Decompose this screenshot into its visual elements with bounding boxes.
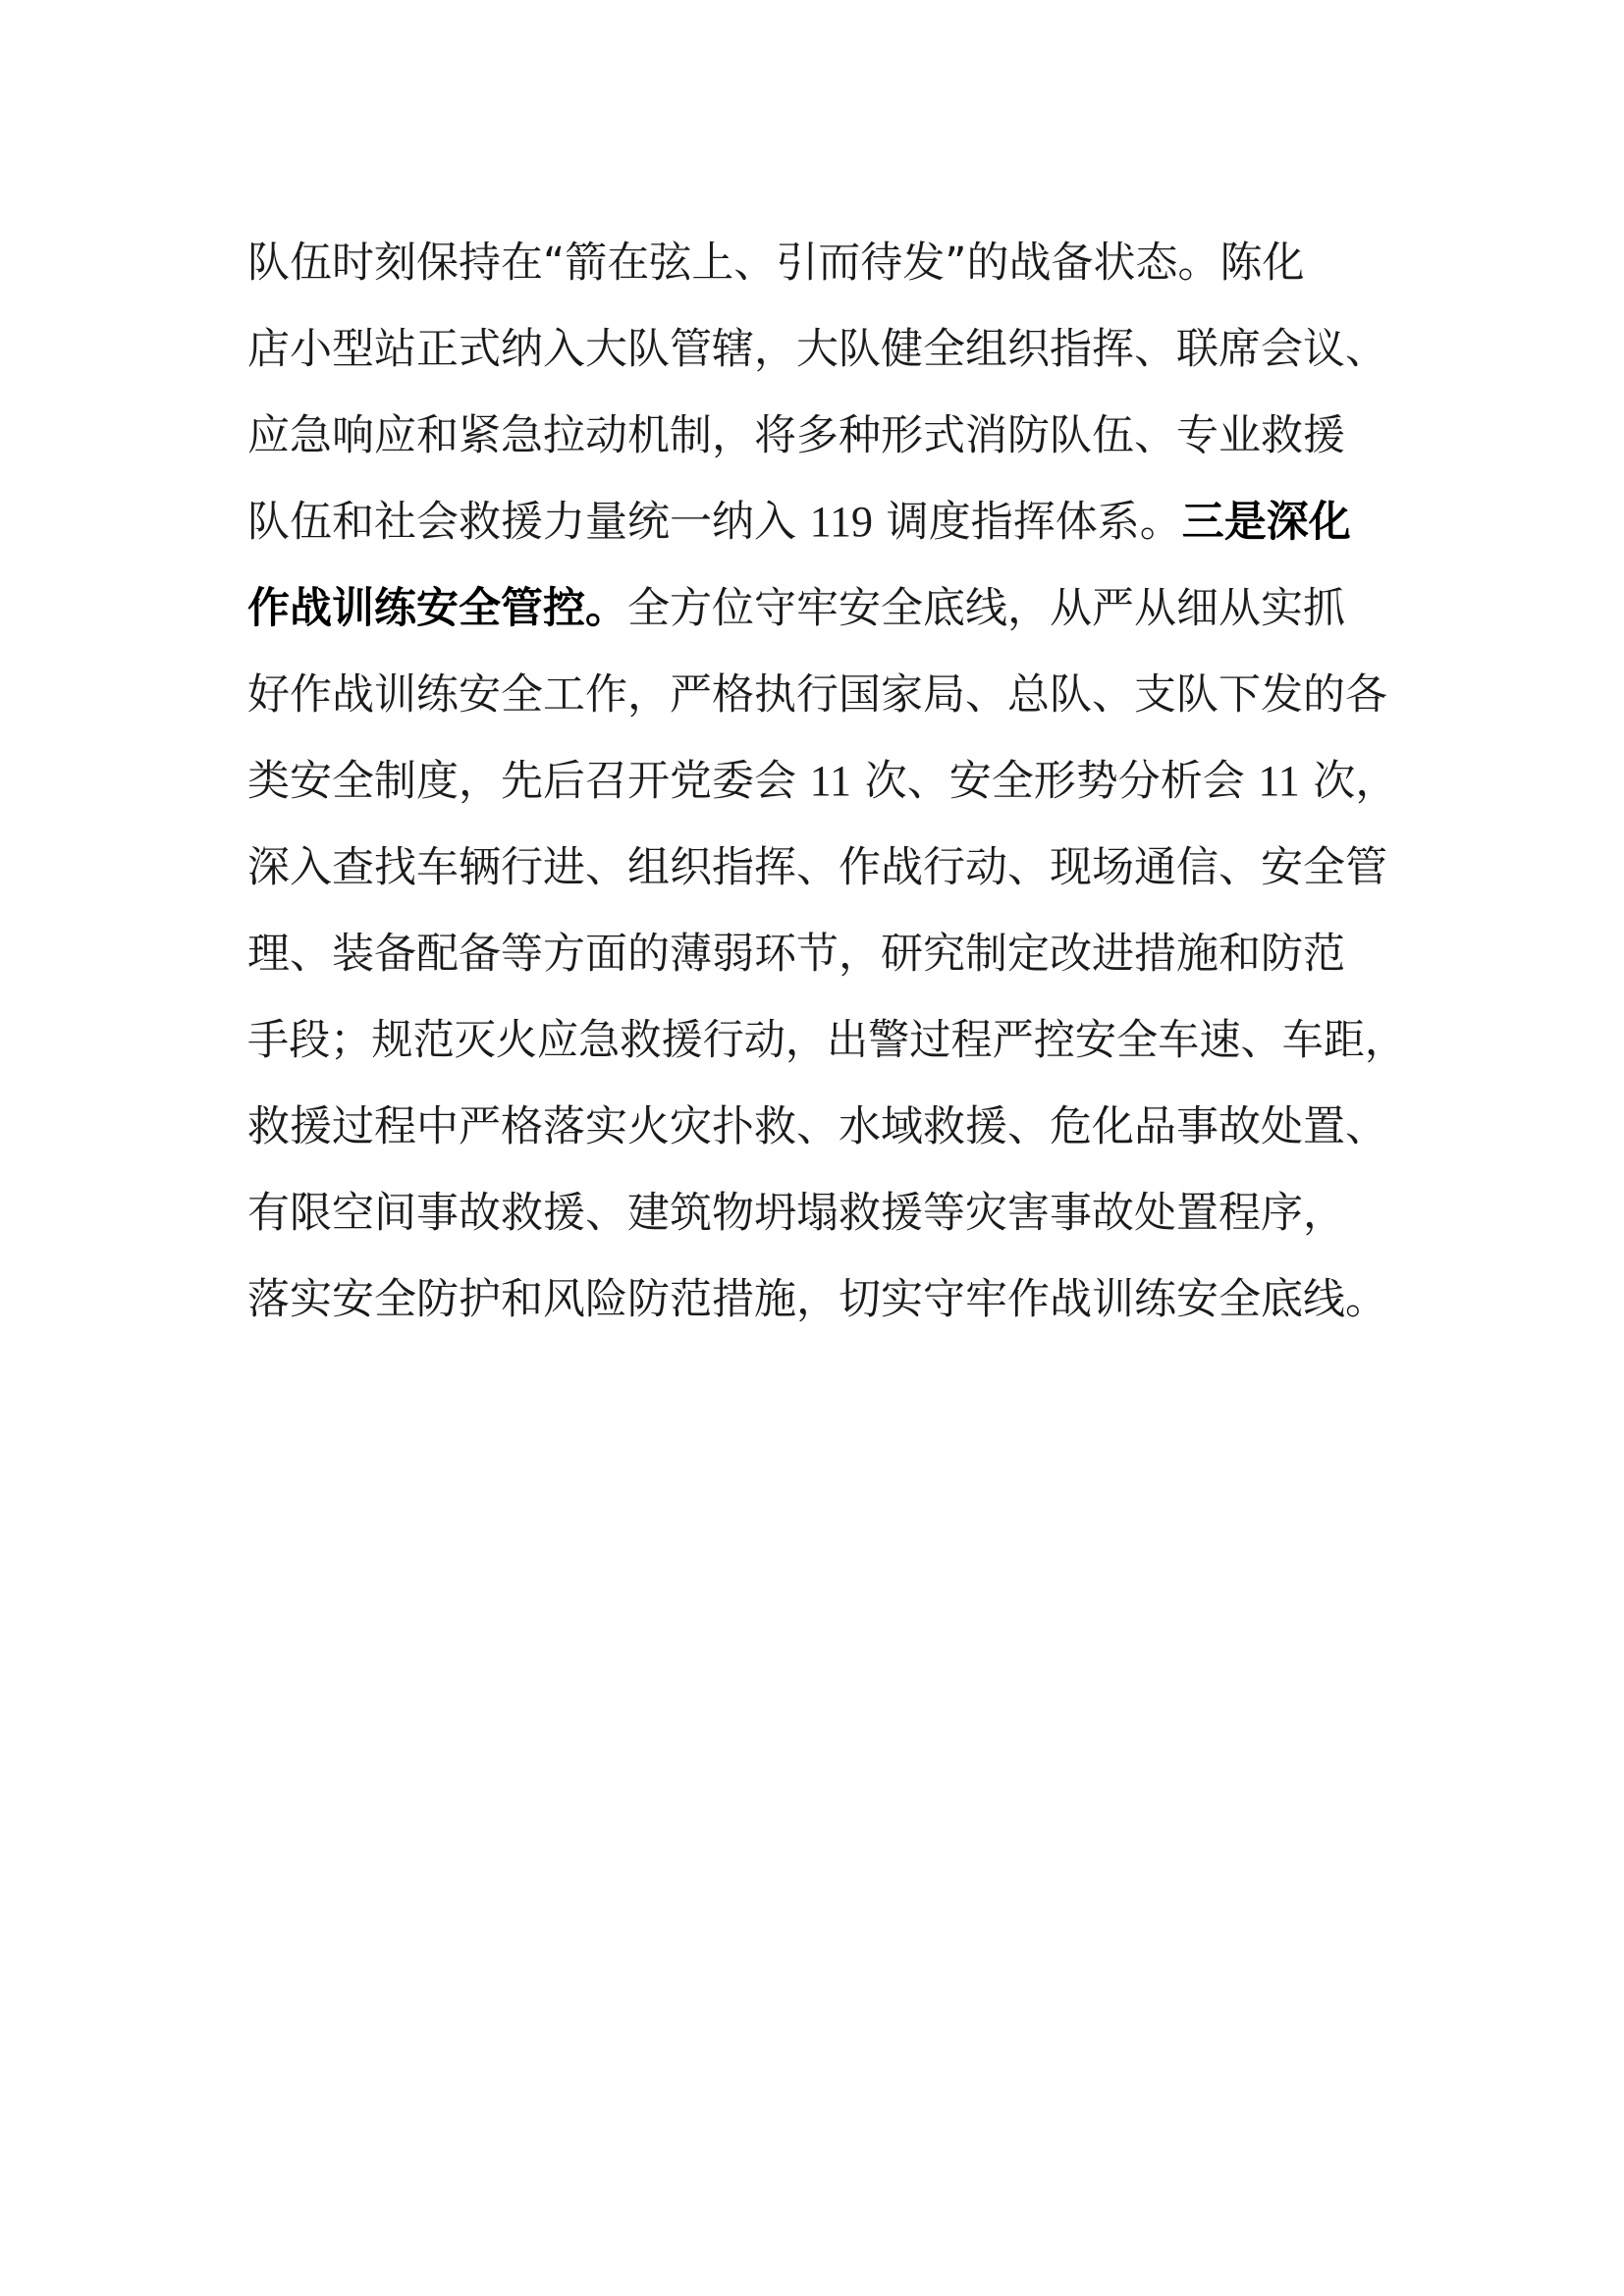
body-text: 店小型站正式纳入大队管辖，大队健全组织指挥、联席会议、: [247, 325, 1387, 374]
bold-heading-text: 三是深化: [1181, 498, 1351, 547]
number-text: 11: [1258, 757, 1300, 805]
text-line: [247, 997, 1407, 1084]
body-text: 全方位守牢安全底线，从严从细从实抓: [627, 584, 1345, 633]
number-text: 119: [809, 498, 874, 546]
text-line: [247, 220, 1406, 306]
body-text: 手段；规范灭火应急救援行动，出警过程严控安全车速、车距，: [247, 1016, 1407, 1065]
text-line: [247, 911, 1406, 997]
text-line: [247, 1084, 1406, 1170]
body-text: 类安全制度，先后召开党委会: [247, 757, 810, 806]
body-text: 好作战训练安全工作，严格执行国家局、总队、支队下发的各: [247, 670, 1387, 720]
body-text: 队伍时刻保持在“箭在弦上、引而待发”的战备状态。陈化: [247, 239, 1305, 288]
body-text: 救援过程中严格落实火灾扑救、水域救援、危化品事故处置、: [247, 1102, 1387, 1151]
text-line: [247, 393, 1406, 479]
text-line: [247, 652, 1406, 738]
text-line: [247, 479, 1406, 565]
text-line: [247, 1170, 1406, 1256]
body-paragraph: [247, 220, 1406, 1343]
text-line: [247, 738, 1406, 825]
body-text: 调度指挥体系。: [873, 498, 1182, 547]
text-line: [247, 1256, 1406, 1343]
text-line: [247, 825, 1406, 911]
body-text: 理、装备配备等方面的薄弱环节，研究制定改进措施和防范: [247, 930, 1345, 979]
body-text: 深入查找车辆行进、组织指挥、作战行动、现场通信、安全管: [247, 843, 1387, 892]
body-text: 有限空间事故救援、建筑物坍塌救援等灾害事故处置程序，: [247, 1189, 1345, 1238]
body-text: 次，: [1299, 757, 1398, 806]
body-text: 应急响应和紧急拉动机制，将多种形式消防队伍、专业救援: [247, 411, 1345, 460]
body-text: 落实安全防护和风险防范措施，切实守牢作战训练安全底线。: [247, 1275, 1387, 1324]
text-line: [247, 306, 1406, 393]
number-text: 11: [809, 757, 852, 805]
body-text: 次、安全形势分析会: [851, 757, 1259, 806]
body-text: 队伍和社会救援力量统一纳入: [247, 498, 810, 547]
text-line: [247, 565, 1406, 652]
bold-heading-text: 作战训练安全管控。: [247, 584, 627, 633]
